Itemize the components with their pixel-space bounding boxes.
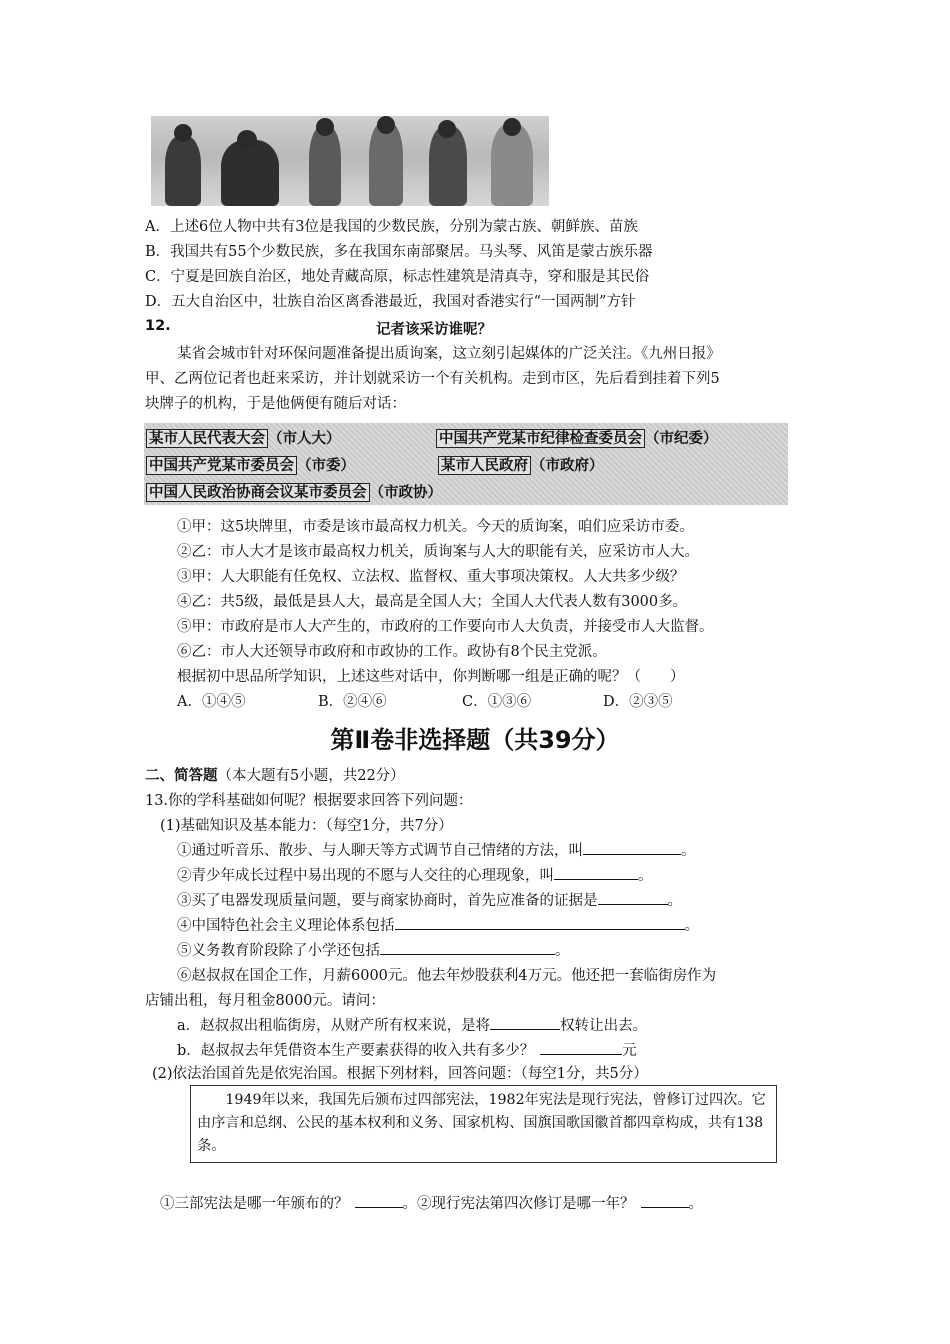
constitution-material-text: 1949年以来，我国先后颁布过四部宪法，1982年宪法是现行宪法，曾修订过四次。它由序言和总纲、公民的基本权利和义务、国家机构、国旗国歌国徽首都四章构成，共有138条。 [197,1092,766,1154]
item-period: 。 [667,893,682,909]
q12-question: 根据初中思品所学知识，上述这些对话中，你判断哪一组是正确的呢？（ ） [177,669,685,685]
item-period: 。 [684,918,699,934]
answer-blank-8[interactable] [641,1193,689,1208]
sign-name: 中国共产党某市委员会 [146,456,297,475]
q12-intro-line2: 甲、乙两位记者也赶来采访，并计划就采访一个有关机构。走到市区，先后看到挂着下列5 [145,371,720,387]
sign-zhengxie [146,481,442,502]
figure-4 [369,122,403,206]
answer-blank-3[interactable] [598,890,668,905]
sign-jiwei [436,427,718,448]
q12-intro-line3: 块牌子的机构，于是他俩便有随后对话： [145,396,406,412]
section-note: （本大题有5小题，共22分） [217,768,405,784]
q13-item-6-line2: 店铺出租，每月租金8000元。请问： [145,993,385,1009]
dialogue-3: ③甲：人大职能有任免权、立法权、监督权、重大事项决策权。人大共多少级？ [177,569,685,585]
figure-head [237,130,257,150]
dialogue-4: ④乙：共5级，最低是县人大，最高是全国人大；全国人大代表人数有3000多。 [177,594,688,610]
sign-abbr: （市政协） [369,484,442,501]
q13-item-4 [177,915,699,937]
item-text: b．赵叔叔去年凭借资本生产要素获得的收入共有多少？ [177,1043,535,1059]
item-text-post: 权转让出去。 [560,1018,648,1034]
q11-option-a: A．上述6位人物中共有3位是我国的少数民族，分别为蒙古族、朝鲜族、苗族 [145,219,638,235]
answer-blank-2[interactable] [554,865,638,880]
sign-abbr: （市委） [297,457,355,474]
figure-3 [309,126,341,206]
sign-abbr: （市政府） [531,457,604,474]
q12-title: 记者该采访谁呢？ [376,322,492,338]
q13-sub1-title: (1)基础知识及基本能力：（每空1分，共7分） [160,818,453,834]
figure-head [174,124,192,142]
part2-title: 第Ⅱ卷非选择题（共39分） [330,726,620,754]
item-text: ①通过听音乐、散步、与人聊天等方式调节自己情绪的方法，叫 [177,843,583,859]
last-q2: 。②现行宪法第四次修订是哪一年？ [402,1196,635,1212]
q12-intro-line1: 某省会城市针对环保问题准备提出质询案，这立刻引起媒体的广泛关注。《九州日报》 [177,346,721,362]
q13-sub2-title: (2)依法治国首先是依宪治国。根据下列材料，回答问题：（每空1分，共5分） [152,1066,648,1082]
answer-blank-4[interactable] [395,915,685,930]
q12-number: 12. [145,318,171,334]
item-period: 。 [638,868,653,884]
last-end: 。 [688,1196,703,1212]
figure-head [316,118,334,136]
answer-blank-6a[interactable] [490,1015,560,1030]
answer-blank-5[interactable] [380,940,555,955]
constitution-material-box [190,1085,777,1163]
q12-choice-c: C．①③⑥ [462,694,532,710]
dialogue-5: ⑤甲：市政府是市人大产生的，市政府的工作要向市人大负责，并接受市人大监督。 [177,619,714,635]
item-text-post: 元 [622,1043,637,1059]
q12-choice-d: D．②③⑤ [603,694,673,710]
figure-6 [491,124,533,206]
q13-item-6a [177,1015,647,1037]
sign-abbr: （市纪委） [645,430,718,447]
sign-name: 中国人民政治协商会议某市委员会 [146,483,370,502]
q12-choice-a: A．①④⑤ [177,694,246,710]
q11-option-d: D．五大自治区中，壮族自治区离香港最近，我国对香港实行“一国两制”方针 [145,294,636,310]
q11-option-c: C．宁夏是回族自治区，地处青藏高原，标志性建筑是清真寺，穿和服是其民俗 [145,269,650,285]
q13-item-1 [177,840,696,862]
dialogue-1: ①甲：这5块牌里，市委是该市最高权力机关。今天的质询案，咱们应采访市委。 [177,519,694,535]
answer-blank-1[interactable] [583,840,681,855]
item-text: ④中国特色社会主义理论体系包括 [177,918,395,934]
sign-name: 某市人民代表大会 [146,429,268,448]
figure-head [438,120,456,138]
q13-item-3 [177,890,682,912]
item-text: ②青少年成长过程中易出现的不愿与人交往的心理现象，叫 [177,868,554,884]
dialogue-6: ⑥乙：市人大还领导市政府和市政协的工作。政协有8个民主党派。 [177,644,607,660]
answer-blank-6b[interactable] [540,1040,622,1055]
q13-item-2 [177,865,653,887]
dialogue-2: ②乙：市人大才是该市最高权力机关，质询案与人大的职能有关，应采访市人大。 [177,544,699,560]
section-heading [145,765,405,787]
figure-head [503,118,521,136]
ethnic-costumes-photo [151,116,549,206]
item-period: 。 [681,843,696,859]
item-text: ⑤义务教育阶段除了小学还包括 [177,943,380,959]
sign-name: 中国共产党某市纪律检查委员会 [436,429,645,448]
figure-head [377,116,395,134]
figure-2 [221,140,279,206]
q13-item-6b [177,1040,637,1062]
section-label: 二、简答题 [145,767,218,784]
answer-blank-7[interactable] [355,1193,403,1208]
q13-item-6-line1: ⑥赵叔叔在国企工作，月薪6000元。他去年炒股获利4万元。他还把一套临街房作为 [177,968,717,984]
sign-renda [146,427,341,448]
figure-1 [165,136,201,206]
item-text: ③买了电器发现质量问题，要与商家协商时，首先应准备的证据是 [177,893,598,909]
signboard-image [144,423,788,505]
q13-last-line [160,1193,703,1215]
figure-5 [429,126,467,206]
q13-item-5 [177,940,570,962]
last-q1: ①三部宪法是哪一年颁布的？ [160,1196,349,1212]
sign-shiwei [146,454,355,475]
q13-stem: 13.你的学科基础如何呢？根据要求回答下列问题： [145,793,473,809]
sign-abbr: （市人大） [268,430,341,447]
sign-zhengfu [438,454,604,475]
item-period: 。 [555,943,570,959]
item-text: a．赵叔叔出租临街房，从财产所有权来说，是将 [177,1018,491,1034]
q11-option-b: B．我国共有55个少数民族，多在我国东南部聚居。马头琴、风笛是蒙古族乐器 [145,244,653,260]
q12-choice-b: B．②④⑥ [318,694,387,710]
sign-name: 某市人民政府 [438,456,531,475]
